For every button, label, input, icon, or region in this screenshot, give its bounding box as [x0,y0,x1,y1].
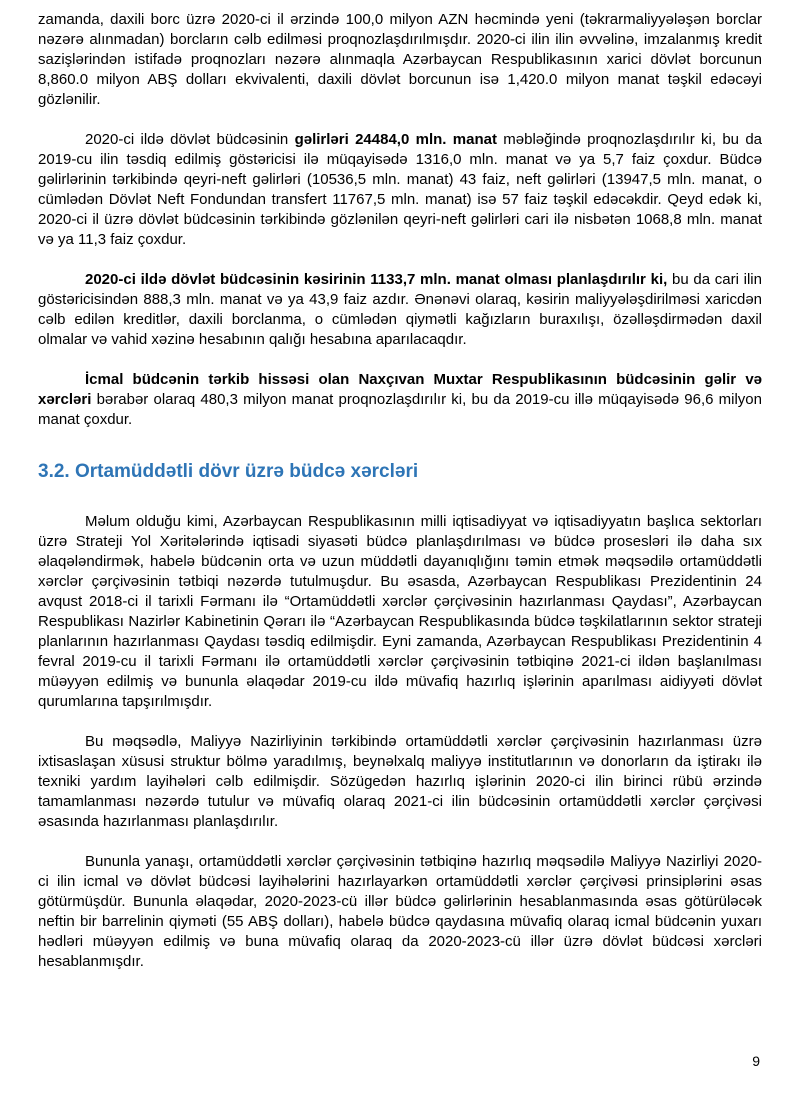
bold-text-run: 2020-ci ildə dövlət büdcəsinin kəsirinin 1133,7 mln. manat olması planlaşdırılır ki, [85,271,668,288]
paragraph-revenues [38,130,762,250]
paragraph-nakhchivan-budget [38,370,762,430]
text-run: zamanda, daxili borc üzrə 2020-ci il ərzində 100,0 milyon AZN həcmində yeni (təkrarmaliyyələşən borclar nəzərə alınmadan) borcların cəlb edilməsi proqnozlaşdırılmışdır. 2020-ci ilin ilin əvvəlinə, imzalanmış kredit sazişlərindən istifadə proqnozları nəzərə alınmaqla Azərbaycan Respublikasının xarici dövlət borcunun 8,860.0 milyon ABŞ dolları ekvivalenti, daxili dövlət borcunun isə 1,420.0 milyon manat təşkil edəcəyi gözlənilir. [38,11,762,108]
text-run: bu da cari ilin göstəricisindən 888,3 mln. manat və ya 43,9 faiz azdır. Ənənəvi olaraq, kəsirin maliyyələşdirilməsi xaricdən cəlb edilən kreditlər, daxili borclanma, o cümlədən qiymətli kağızların buraxılışı, özəlləşdirmədən daxil olmalar və vahid xəzinə hesabının qalığı hesabına aparılacaqdır. [38,271,762,348]
paragraph-mtef-intro [38,512,762,712]
paragraph-mtef-unit [38,732,762,832]
text-run: bərabər olaraq 480,3 milyon manat proqnozlaşdırılır ki, bu da 2019-cu illə müqayisədə 96,6 milyon manat çoxdur. [38,391,762,428]
section-heading: 3.2. Ortamüddətli dövr üzrə büdcə xərcləri [38,461,419,482]
paragraph-continued [38,10,762,110]
paragraph-mtef-application [38,852,762,972]
text-run: 2020-ci ildə dövlət büdcəsinin [85,131,295,148]
text-run: məbləğində proqnozlaşdırılır ki, bu da 2019-cu ilin təsdiq edilmiş göstəricisi ilə müqayisədə 1316,0 mln. manat və ya 5,7 faiz çoxdur. Büdcə gəlirlərinin tərkibində qeyri-neft gəlirləri (10536,5 mln. manat) 43 faiz, neft gəlirləri (13947,5 mln. manat, o cümlədən Dövlət Neft Fondundan transfert 11767,5 mln. manat) isə 57 faiz təşkil edəcəkdir. Qeyd edək ki, 2020-ci il üzrə dövlət büdcəsinin tərkibində gözlənilən qeyri-neft gəlirləri cari ilə nisbətən 1068,8 mln. manat və ya 11,3 faiz çoxdur. [38,131,763,248]
bold-text-run: İcmal büdcənin tərkib hissəsi olan Naxçıvan Muxtar Respublikasının büdcəsinin gəlir və xərcləri [38,371,762,408]
text-run: Bununla yanaşı, ortamüddətli xərclər çərçivəsinin tətbiqinə hazırlıq məqsədilə Maliyyə Nazirliyi 2020-ci ilin icmal və dövlət büdcəsi layihələrini hazırlayarkən ortamüddətli xərclər çərçivəsi prinsiplərini əsas götürmüşdür. Bununla əlaqədar, 2020-2023-cü illər büdcə gəlirlərinin hesablanmasında əsas götürüləcək neftin bir barrelinin qiyməti (55 ABŞ dolları), habelə büdcə qaydasına müvafiq olaraq icmal büdcənin yuxarı hədləri müəyyən edilmiş və buna müvafiq olaraq da 2020-2023-cü illər üzrə dövlət büdcəsi xərcləri hesablanmışdır. [38,853,762,970]
text-run: Məlum olduğu kimi, Azərbaycan Respublikasının milli iqtisadiyyat və iqtisadiyyatın başlıca sektorları üzrə Strateji Yol Xəritələrində iqtisadi siyasəti büdcə planlaşdırılması və büdcə prosesləri ilə daha sıx əlaqələndirmək, habelə büdcənin orta və uzun müddətli dayanıqlığını təmin etmək məqsədilə ortamüddətli xərclər çərçivəsinin tətbiqi nəzərdə tutulmuşdur. Bu əsasda, Azərbaycan Respublikası Prezidentinin 24 avqust 2018-ci il tarixli Fərmanı ilə “Ortamüddətli xərclər çərçivəsinin hazırlanması Qaydası”, Azərbaycan Respublikası Nazirlər Kabinetinin Qərarı ilə “Azərbaycan Respublikasında büdcə təşkilatlarının sektor strateji planlarının hazırlanması Qaydası təsdiq edilmişdir. Eyni zamanda, Azərbaycan Respublikası Prezidentinin 4 fevral 2019-cu il tarixli Fərmanı ilə ortamüddətli xərclər çərçivəsinin tətbiqinə 2021-ci ildən başlanılması müəyyən edilmiş və bununla əlaqədar 2019-cu ildə müvafiq hazırlıq işlərinin aparılması aidiyyəti dövlət qurumlarına tapşırılmışdır. [38,513,762,710]
paragraph-deficit [38,270,762,350]
bold-text-run: gəlirləri 24484,0 mln. manat [294,131,497,148]
text-run: Bu məqsədlə, Maliyyə Nazirliyinin tərkibində ortamüddətli xərclər çərçivəsinin hazırlanması üzrə ixtisaslaşan xüsusi struktur bölmə yaradılmış, beynəlxalq maliyyə institutlarının və donorların da iştirakı ilə texniki yardım layihələri cəlb edilmişdir. Sözügedən hazırlıq işlərinin 2020-ci ilin birinci rübü ərzində tamamlanması nəzərdə tutulur və müvafiq olaraq 2021-ci ilin büdcəsinin ortamüddətli xərclər çərçivəsi əsasında hazırlanması planlaşdırılır. [38,733,762,830]
page-number: 9 [752,1053,760,1069]
